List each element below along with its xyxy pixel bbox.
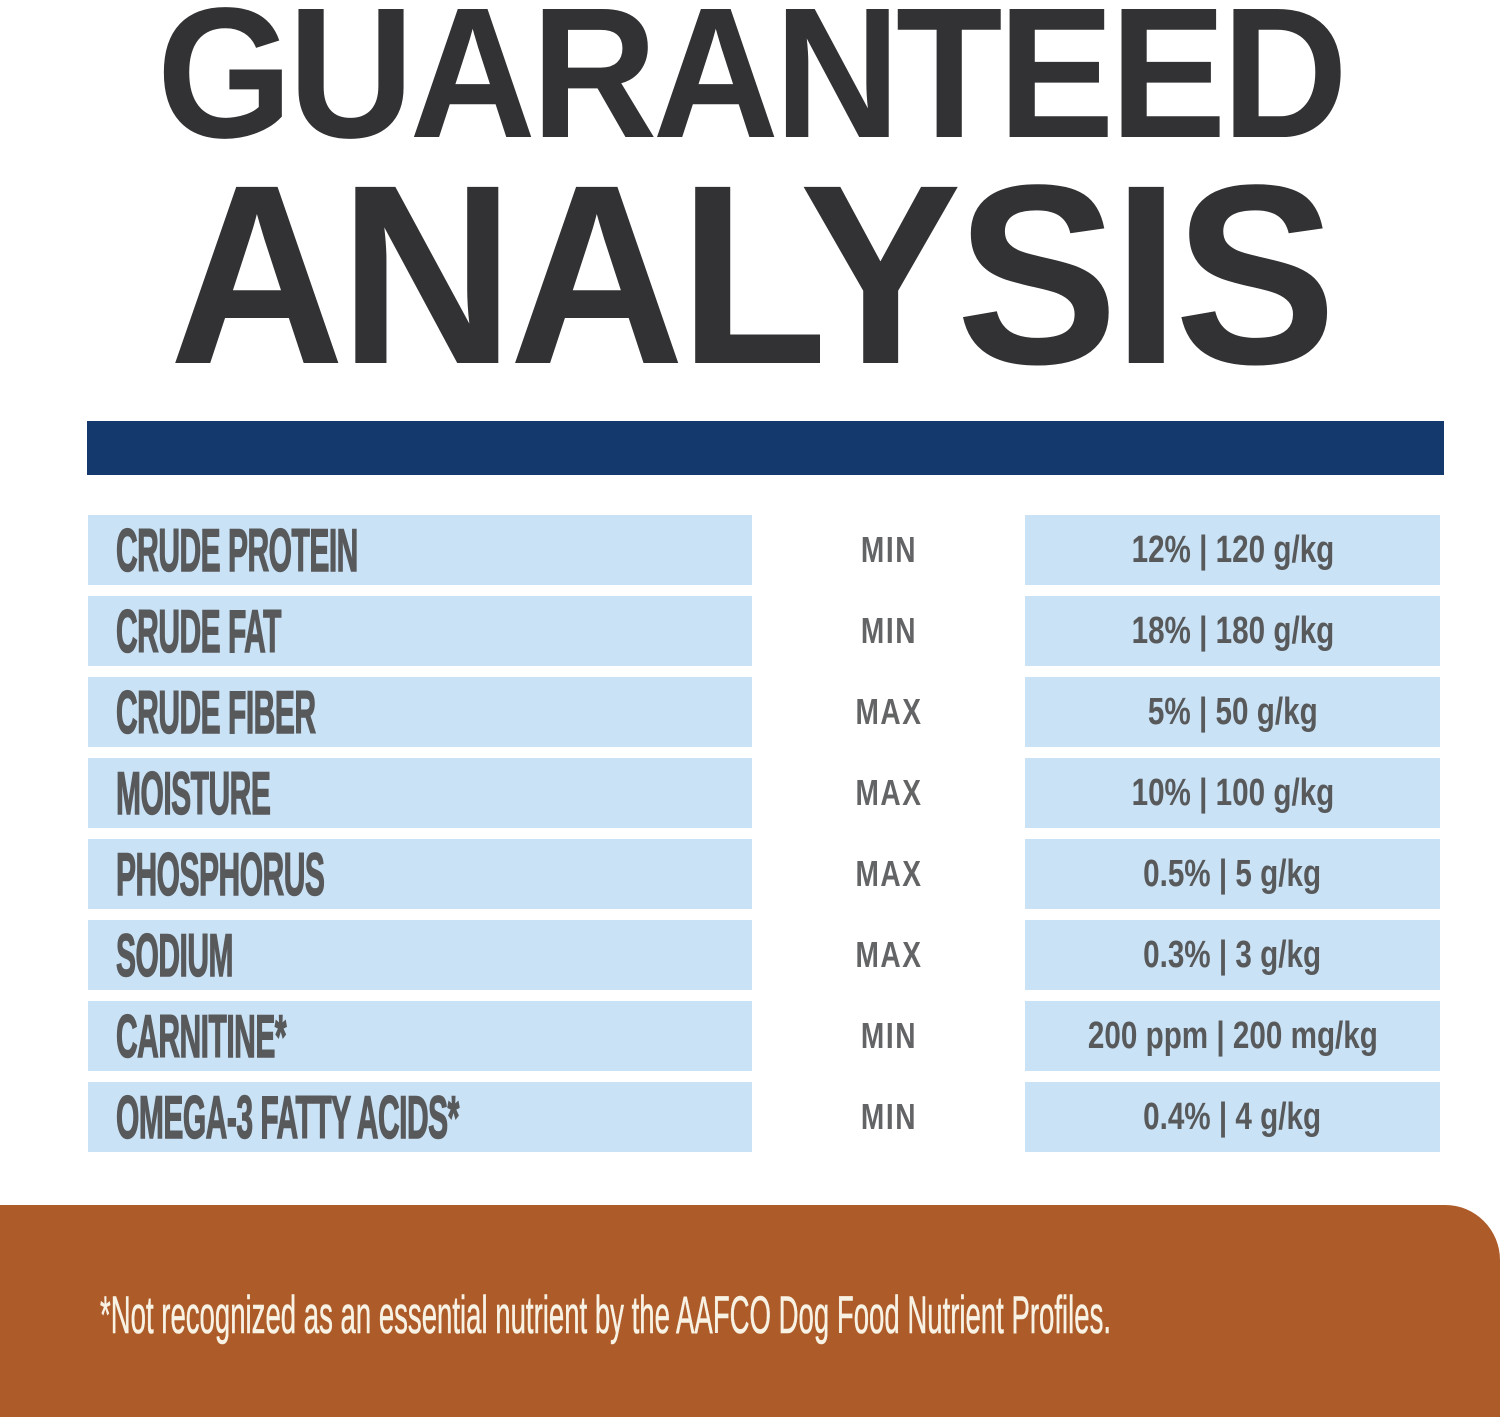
basis-label: MAX: [854, 934, 923, 975]
table-row: [88, 1082, 1440, 1152]
nutrient-label: OMEGA-3 FATTY ACIDS*: [116, 1083, 459, 1151]
divider-bar: [87, 421, 1444, 475]
nutrient-label: CRUDE FAT: [116, 597, 281, 665]
basis-cell: [752, 677, 1025, 747]
basis-label: MIN: [860, 1015, 917, 1056]
table-row: [88, 677, 1440, 747]
basis-label: MIN: [860, 610, 917, 651]
value-cell: [1025, 677, 1440, 747]
value-label: 10% | 100 g/kg: [1131, 771, 1334, 814]
table-row: [88, 920, 1440, 990]
value-cell: [1025, 758, 1440, 828]
value-cell: [1025, 515, 1440, 585]
basis-cell: [752, 839, 1025, 909]
table-row: [88, 596, 1440, 666]
nutrient-label: CRUDE FIBER: [116, 678, 316, 746]
value-label: 200 ppm | 200 mg/kg: [1087, 1014, 1378, 1057]
value-label: 0.5% | 5 g/kg: [1143, 852, 1322, 895]
value-cell: [1025, 1001, 1440, 1071]
nutrient-cell: [88, 920, 752, 990]
title-line-guaranteed: GUARANTEED: [156, 0, 1344, 177]
value-label: 5% | 50 g/kg: [1147, 690, 1318, 733]
title-line-analysis: ANALYSIS: [169, 132, 1331, 418]
value-cell: [1025, 920, 1440, 990]
nutrient-cell: [88, 1001, 752, 1071]
nutrient-label: PHOSPHORUS: [116, 840, 325, 908]
nutrient-cell: [88, 758, 752, 828]
nutrient-cell: [88, 677, 752, 747]
value-label: 18% | 180 g/kg: [1131, 609, 1334, 652]
value-label: 0.3% | 3 g/kg: [1143, 933, 1322, 976]
basis-label: MAX: [854, 853, 923, 894]
nutrient-cell: [88, 596, 752, 666]
value-cell: [1025, 1082, 1440, 1152]
nutrient-label: SODIUM: [116, 921, 233, 989]
footnote-text: *Not recognized as an essential nutrient by the AAFCO Dog Food Nutrient Profiles.: [100, 1286, 1112, 1345]
value-label: 0.4% | 4 g/kg: [1143, 1095, 1322, 1138]
value-cell: [1025, 839, 1440, 909]
basis-cell: [752, 758, 1025, 828]
basis-label: MAX: [854, 772, 923, 813]
basis-label: MAX: [854, 691, 923, 732]
footnote-bar: [0, 1205, 1500, 1417]
basis-cell: [752, 515, 1025, 585]
basis-label: MIN: [860, 1096, 917, 1137]
basis-cell: [752, 1082, 1025, 1152]
nutrient-label: CRUDE PROTEIN: [116, 516, 358, 584]
nutrient-cell: [88, 839, 752, 909]
table-row: [88, 758, 1440, 828]
nutrient-cell: [88, 1082, 752, 1152]
nutrient-label: MOISTURE: [116, 759, 271, 827]
nutrient-label: CARNITINE*: [116, 1002, 287, 1070]
table-row: [88, 515, 1440, 585]
analysis-table: [88, 515, 1440, 1163]
table-row: [88, 839, 1440, 909]
value-cell: [1025, 596, 1440, 666]
basis-cell: [752, 920, 1025, 990]
nutrient-cell: [88, 515, 752, 585]
value-label: 12% | 120 g/kg: [1131, 528, 1334, 571]
basis-label: MIN: [860, 529, 917, 570]
basis-cell: [752, 1001, 1025, 1071]
table-row: [88, 1001, 1440, 1071]
basis-cell: [752, 596, 1025, 666]
